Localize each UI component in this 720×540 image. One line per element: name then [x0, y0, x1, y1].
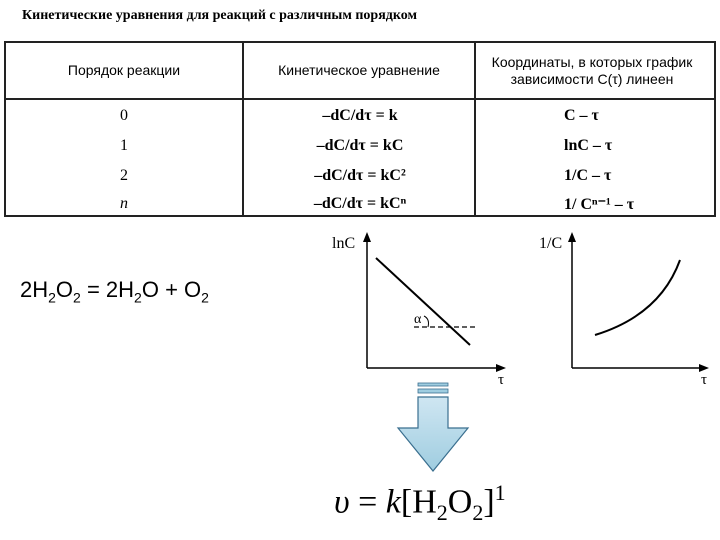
- kinetics-table: [4, 41, 716, 217]
- y-label: 1/C: [539, 235, 563, 252]
- down-arrow-icon: [398, 383, 478, 475]
- rate-equals: =: [349, 483, 386, 521]
- angle-arc: [424, 316, 429, 327]
- coords-cell: 1/C – τ: [564, 166, 612, 184]
- reaction-subscript: 2: [48, 289, 56, 306]
- order-cell: 2: [120, 166, 128, 184]
- rate-constant: k: [385, 483, 401, 521]
- rate-subscript: 2: [436, 500, 448, 526]
- arrow-stripe: [418, 383, 448, 386]
- header-equation: Кинетическое уравнение: [278, 62, 440, 78]
- x-label: τ: [701, 372, 708, 388]
- order-cell: 0: [120, 106, 128, 124]
- x-axis-arrow: [496, 364, 506, 372]
- rate-exponent: 1: [494, 480, 506, 505]
- decreasing-line: [376, 258, 470, 345]
- order-cell: 1: [120, 136, 128, 154]
- coords-cell: 1/ Cⁿ⁻¹ – τ: [564, 195, 635, 213]
- x-label: τ: [498, 372, 505, 388]
- reaction-part: O: [55, 277, 74, 302]
- rate-part: [H: [400, 483, 437, 521]
- rate-subscript: 2: [472, 500, 484, 526]
- y-label: lnC: [332, 235, 356, 252]
- graph-inverse-c: [535, 230, 720, 388]
- increasing-curve: [595, 260, 680, 335]
- header-order: Порядок реакции: [67, 62, 181, 78]
- page-title: Кинетические уравнения для реакций с различным порядком: [22, 8, 418, 23]
- equation-cell: –dC/dτ = kC: [316, 136, 404, 154]
- y-axis-arrow: [568, 232, 576, 242]
- rate-law: [334, 480, 506, 526]
- reaction-subscript: 2: [201, 289, 209, 306]
- x-axis-arrow: [699, 364, 709, 372]
- equation-cell: –dC/dτ = kCⁿ: [313, 194, 407, 212]
- arrow-stripe: [418, 389, 448, 393]
- reaction-subscript: 2: [73, 289, 81, 306]
- reaction-part: O + O: [141, 277, 202, 302]
- arrow-body: [398, 397, 468, 471]
- reaction-part: = 2H: [80, 277, 135, 302]
- rate-part: O: [447, 483, 473, 521]
- table-header: [6, 43, 714, 100]
- equation-cell: –dC/dτ = k: [322, 106, 398, 124]
- header-coords: Координаты, в которых график зависимости C(τ) линеен: [491, 53, 693, 87]
- reaction-equation: [20, 277, 209, 305]
- rate-symbol: υ: [334, 483, 350, 521]
- reaction-part: 2H: [20, 277, 49, 302]
- rate-part: ]: [483, 483, 495, 521]
- angle-label: α: [414, 312, 422, 327]
- graph-lnc: [330, 230, 520, 388]
- coords-cell: lnC – τ: [564, 136, 613, 154]
- reaction-subscript: 2: [134, 289, 142, 306]
- coords-cell: C – τ: [564, 106, 599, 124]
- order-cell: n: [120, 194, 128, 212]
- y-axis-arrow: [363, 232, 371, 242]
- equation-cell: –dC/dτ = kC²: [314, 166, 406, 184]
